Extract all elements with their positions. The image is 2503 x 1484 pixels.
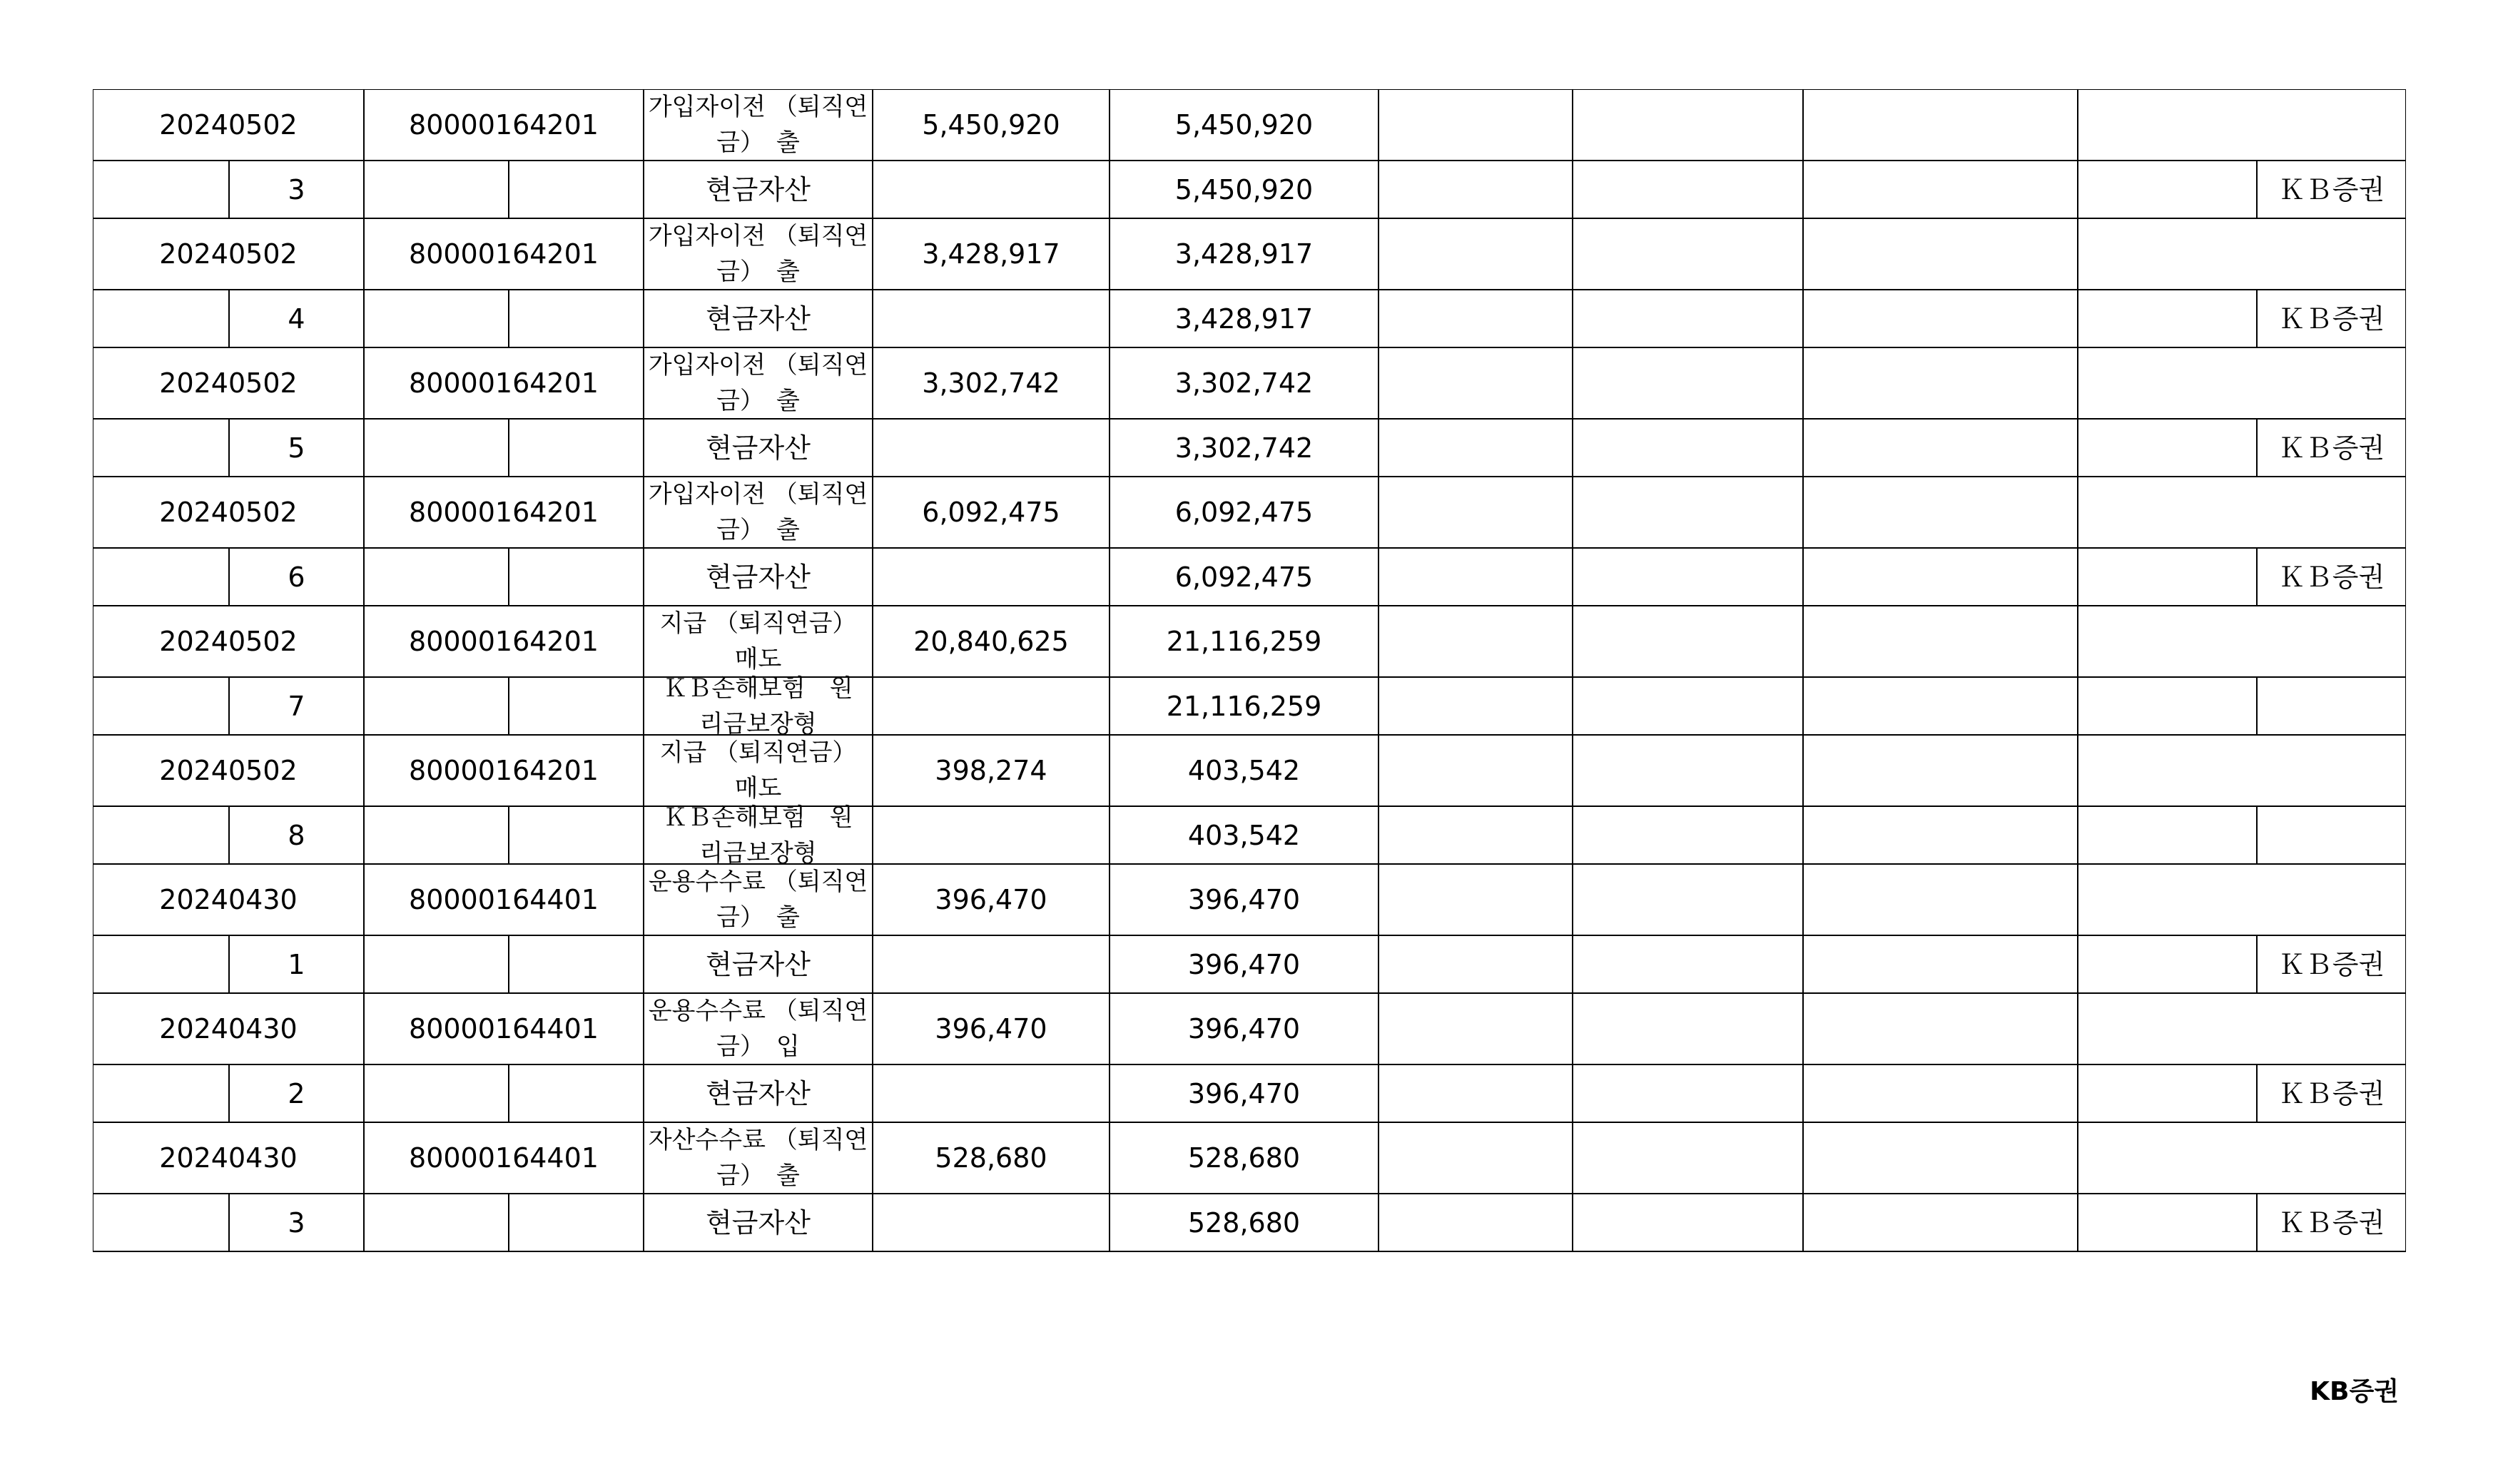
posting-date: 20240430 xyxy=(159,1142,298,1174)
transaction-description-line: 자산수수료 （퇴직연 xyxy=(648,1126,868,1154)
transaction-description-line: 가입자이전 （퇴직연 xyxy=(648,93,868,121)
voucher-number: 80000164401 xyxy=(409,1013,599,1045)
transaction-description xyxy=(644,477,873,548)
transaction-amount: 396,470 xyxy=(935,884,1047,915)
transaction-description-line: 금） 출 xyxy=(716,903,800,932)
sequence-number: 6 xyxy=(288,561,305,593)
transaction-balance: 403,542 xyxy=(1187,755,1301,786)
asset-amount: 396,470 xyxy=(1187,1077,1301,1109)
asset-amount: 403,542 xyxy=(1187,819,1301,851)
transaction-amount: 3,302,742 xyxy=(922,367,1060,399)
posting-date: 20240502 xyxy=(159,109,298,141)
transaction-description xyxy=(644,218,873,290)
transaction-amount: 6,092,475 xyxy=(922,497,1060,528)
transaction-amount: 5,450,920 xyxy=(922,109,1060,141)
asset-name xyxy=(644,674,873,738)
posting-date: 20240502 xyxy=(159,755,298,786)
transaction-balance: 6,092,475 xyxy=(1174,497,1314,528)
transaction-description-line: 가입자이전 （퇴직연 xyxy=(648,222,868,250)
transaction-description-line: 가입자이전 （퇴직연 xyxy=(648,351,868,380)
voucher-number: 80000164201 xyxy=(409,626,599,657)
broker-name: ＫＢ증권 xyxy=(2278,1206,2385,1239)
sequence-number: 5 xyxy=(288,432,305,464)
transaction-description-line: 금） 출 xyxy=(716,128,800,157)
transaction-description xyxy=(644,89,873,161)
transaction-description-line: 가입자이전 （퇴직연 xyxy=(648,480,868,509)
posting-date: 20240502 xyxy=(159,367,298,399)
transaction-balance: 21,116,259 xyxy=(1166,626,1322,657)
transaction-balance: 396,470 xyxy=(1187,1013,1301,1045)
sequence-number: 2 xyxy=(288,1077,305,1109)
asset-amount: 6,092,475 xyxy=(1174,561,1314,593)
transaction-description-line: 운용수수료 （퇴직연 xyxy=(648,997,868,1025)
asset-name: 현금자산 xyxy=(706,1077,811,1109)
posting-date: 20240502 xyxy=(159,497,298,528)
posting-date: 20240502 xyxy=(159,238,298,270)
kb-securities-logo: KB증권 xyxy=(2310,1377,2399,1406)
sequence-number: 4 xyxy=(288,303,305,335)
transaction-description xyxy=(644,993,873,1064)
transaction-balance: 3,302,742 xyxy=(1174,367,1314,399)
asset-name-line: ＫＢ손해보험 원 xyxy=(663,674,853,703)
asset-amount: 3,302,742 xyxy=(1174,432,1314,464)
sequence-number: 3 xyxy=(288,173,305,205)
transaction-description-line: 지급 （퇴직연금） xyxy=(659,609,857,638)
voucher-number: 80000164201 xyxy=(409,109,599,141)
asset-amount: 5,450,920 xyxy=(1174,173,1314,205)
asset-name-line: 리금보장형 xyxy=(699,709,817,738)
transaction-amount: 3,428,917 xyxy=(922,238,1060,270)
broker-name: ＫＢ증권 xyxy=(2278,303,2385,335)
voucher-number: 80000164401 xyxy=(409,1142,599,1174)
sequence-number: 8 xyxy=(288,819,305,851)
transaction-description-line: 금） 출 xyxy=(716,387,800,415)
transaction-table xyxy=(93,89,2406,1281)
asset-name: 현금자산 xyxy=(706,303,811,335)
transaction-description-line: 금） 출 xyxy=(716,1162,800,1190)
transaction-description-line: 운용수수료 （퇴직연 xyxy=(648,868,868,896)
transaction-balance: 396,470 xyxy=(1187,884,1301,915)
broker-name: ＫＢ증권 xyxy=(2278,432,2385,464)
transaction-description xyxy=(644,347,873,419)
asset-amount: 396,470 xyxy=(1187,948,1301,980)
asset-name xyxy=(644,803,873,868)
asset-amount: 3,428,917 xyxy=(1174,303,1314,335)
asset-name: 현금자산 xyxy=(706,432,811,464)
transaction-balance: 3,428,917 xyxy=(1174,238,1314,270)
voucher-number: 80000164201 xyxy=(409,238,599,270)
transaction-amount: 20,840,625 xyxy=(913,626,1069,657)
transaction-amount: 528,680 xyxy=(935,1142,1047,1174)
sequence-number: 7 xyxy=(288,690,305,722)
voucher-number: 80000164201 xyxy=(409,367,599,399)
asset-amount: 21,116,259 xyxy=(1166,690,1322,722)
transaction-description-line: 금） 출 xyxy=(716,258,800,286)
voucher-number: 80000164401 xyxy=(409,884,599,915)
transaction-description-line: 매도 xyxy=(734,774,782,803)
broker-name: ＫＢ증권 xyxy=(2278,561,2385,593)
transaction-amount: 398,274 xyxy=(935,755,1047,786)
asset-name-line: 리금보장형 xyxy=(699,838,817,868)
posting-date: 20240430 xyxy=(159,1013,298,1045)
voucher-number: 80000164201 xyxy=(409,497,599,528)
asset-name: 현금자산 xyxy=(706,1206,811,1239)
asset-name: 현금자산 xyxy=(706,561,811,593)
asset-name: 현금자산 xyxy=(706,948,811,980)
asset-name-line: ＫＢ손해보험 원 xyxy=(663,803,853,832)
asset-amount: 528,680 xyxy=(1187,1206,1301,1239)
broker-name: ＫＢ증권 xyxy=(2278,1077,2385,1109)
transaction-description-line: 금） 입 xyxy=(716,1032,800,1061)
posting-date: 20240502 xyxy=(159,626,298,657)
transaction-description xyxy=(644,606,873,677)
sequence-number: 3 xyxy=(288,1206,305,1239)
transaction-balance: 5,450,920 xyxy=(1174,109,1314,141)
posting-date: 20240430 xyxy=(159,884,298,915)
broker-name: ＫＢ증권 xyxy=(2278,173,2385,205)
transaction-amount: 396,470 xyxy=(935,1013,1047,1045)
broker-name: ＫＢ증권 xyxy=(2278,948,2385,980)
transaction-description-line: 지급 （퇴직연금） xyxy=(659,738,857,767)
transaction-description-line: 매도 xyxy=(734,645,782,674)
transaction-description xyxy=(644,735,873,806)
transaction-description xyxy=(644,864,873,935)
asset-name: 현금자산 xyxy=(706,173,811,205)
voucher-number: 80000164201 xyxy=(409,755,599,786)
transaction-balance: 528,680 xyxy=(1187,1142,1301,1174)
sequence-number: 1 xyxy=(288,948,305,980)
transaction-description xyxy=(644,1122,873,1194)
transaction-description-line: 금） 출 xyxy=(716,516,800,544)
